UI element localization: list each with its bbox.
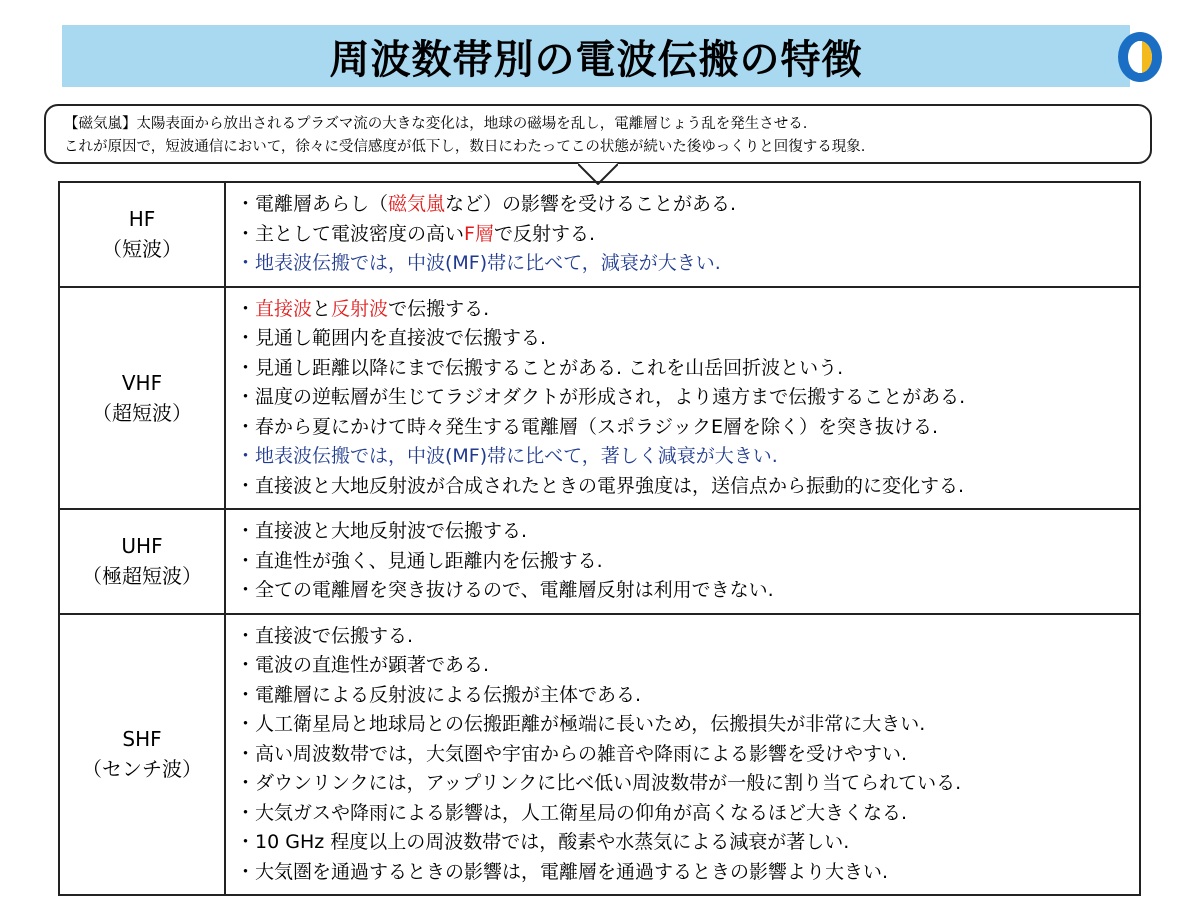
highlighted-text: 反射波 <box>331 297 389 320</box>
characteristic-line <box>236 769 1139 799</box>
text-segment: ・電波の直進性が顕著である. <box>236 654 490 676</box>
band-row-uhf <box>59 509 1140 614</box>
band-name-jp: （極超短波） <box>82 564 202 589</box>
band-description-cell <box>225 182 1140 287</box>
text-segment: と <box>312 297 332 320</box>
title-bar <box>62 25 1130 87</box>
band-characteristics-table <box>58 181 1141 896</box>
magnetic-storm-note <box>44 104 1152 164</box>
note-line-1: 【磁気嵐】太陽表面から放出されるプラズマ流の大きな変化は，地球の磁場を乱し，電離層じょう乱を発生させる. <box>64 116 808 132</box>
band-label-cell <box>59 287 225 510</box>
band-label-cell <box>59 509 225 614</box>
text-segment: ・ <box>236 297 256 320</box>
characteristic-line <box>236 442 1139 472</box>
highlighted-text: 直接波 <box>255 297 313 320</box>
text-segment: で反射する. <box>493 222 595 245</box>
characteristic-line <box>236 622 1139 652</box>
characteristic-line <box>236 681 1139 711</box>
text-segment: ・直接波で伝搬する. <box>236 624 414 647</box>
text-segment: ・温度の逆転層が生じてラジオダクトが形成され，より遠方まで伝搬することがある. <box>236 386 966 408</box>
characteristic-line <box>236 354 1139 384</box>
highlighted-text: ・地表波伝搬では，中波(MF)帯に比べて，減衰が大きい. <box>236 252 721 274</box>
characteristic-line <box>236 413 1139 443</box>
text-segment: ・春から夏にかけて時々発生する電離層（スポラジックE層を除く）を突き抜ける. <box>236 415 939 438</box>
characteristic-line <box>236 220 1139 250</box>
band-name-jp: （短波） <box>102 237 182 262</box>
band-name: VHF <box>121 370 163 395</box>
characteristic-line <box>236 740 1139 770</box>
characteristic-line <box>236 190 1139 220</box>
page-title: 周波数帯別の電波伝搬の特徴 <box>329 36 863 83</box>
band-name-jp: （センチ波） <box>82 757 202 782</box>
characteristic-line <box>236 799 1139 829</box>
characteristic-line <box>236 324 1139 354</box>
text-segment: ・見通し距離以降にまで伝搬することがある. これを山岳回折波という. <box>236 356 844 379</box>
text-segment: ・全ての電離層を突き抜けるので、電離層反射は利用できない. <box>236 579 774 601</box>
characteristic-line <box>236 249 1139 279</box>
characteristic-line <box>236 547 1139 577</box>
ring-logo-icon <box>1112 29 1168 85</box>
text-segment: ・直接波と大地反射波で伝搬する. <box>236 520 528 542</box>
text-segment: ・電離層あらし（ <box>236 193 389 215</box>
band-description-cell <box>225 509 1140 614</box>
text-segment: ・人工衛星局と地球局との伝搬距離が極端に長いため，伝搬損失が非常に大きい. <box>236 713 926 735</box>
band-name: HF <box>128 207 156 232</box>
band-label-cell <box>59 182 225 287</box>
text-segment: で伝搬する. <box>388 297 490 320</box>
text-segment: ・大気圏を通過するときの影響は，電離層を通過するときの影響より大きい. <box>236 860 889 883</box>
characteristic-line <box>236 651 1139 681</box>
text-segment: ・高い周波数帯では，大気圏や宇宙からの雑音や降雨による影響を受けやすい. <box>236 742 908 765</box>
text-segment: ・見通し範囲内を直接波で伝搬する. <box>236 327 547 349</box>
band-label-cell <box>59 614 225 896</box>
band-name: SHF <box>122 727 162 752</box>
note-line-2: これが原因で，短波通信において，徐々に受信感度が低下し，数日にわたってこの状態が続いた後ゆっくりと回復する現象. <box>64 139 866 155</box>
band-name-jp: （超短波） <box>92 400 192 425</box>
characteristic-line <box>236 472 1139 502</box>
band-row-shf <box>59 614 1140 896</box>
characteristic-line <box>236 710 1139 740</box>
band-row-hf <box>59 182 1140 287</box>
text-segment: ・主として電波密度の高い <box>236 222 465 245</box>
highlighted-text: 磁気嵐 <box>388 193 446 215</box>
characteristic-line <box>236 858 1139 888</box>
characteristic-line <box>236 576 1139 606</box>
highlighted-text: ・地表波伝搬では，中波(MF)帯に比べて，著しく減衰が大きい. <box>236 445 778 467</box>
band-description-cell <box>225 287 1140 510</box>
text-segment: ・直接波と大地反射波が合成されたときの電界強度は，送信点から振動的に変化する. <box>236 474 965 497</box>
band-description-cell <box>225 614 1140 896</box>
text-segment: ・10 GHz 程度以上の周波数帯では，酸素や水蒸気による減衰が著しい. <box>236 831 850 853</box>
text-segment: ・電離層による反射波による伝搬が主体である. <box>236 683 642 706</box>
characteristic-line <box>236 383 1139 413</box>
characteristic-line <box>236 517 1139 547</box>
characteristic-line <box>236 295 1139 325</box>
text-segment: ・直進性が強く、見通し距離内を伝搬する. <box>236 549 603 572</box>
text-segment: ・大気ガスや降雨による影響は，人工衛星局の仰角が高くなるほど大きくなる. <box>236 801 908 824</box>
highlighted-text: F層 <box>464 222 494 245</box>
characteristic-line <box>236 828 1139 858</box>
text-segment: など）の影響を受けることがある. <box>445 193 737 215</box>
band-row-vhf <box>59 287 1140 510</box>
band-name: UHF <box>121 534 163 559</box>
text-segment: ・ダウンリンクには，アップリンクに比べ低い周波数帯が一般に割り当てられている. <box>236 772 962 794</box>
